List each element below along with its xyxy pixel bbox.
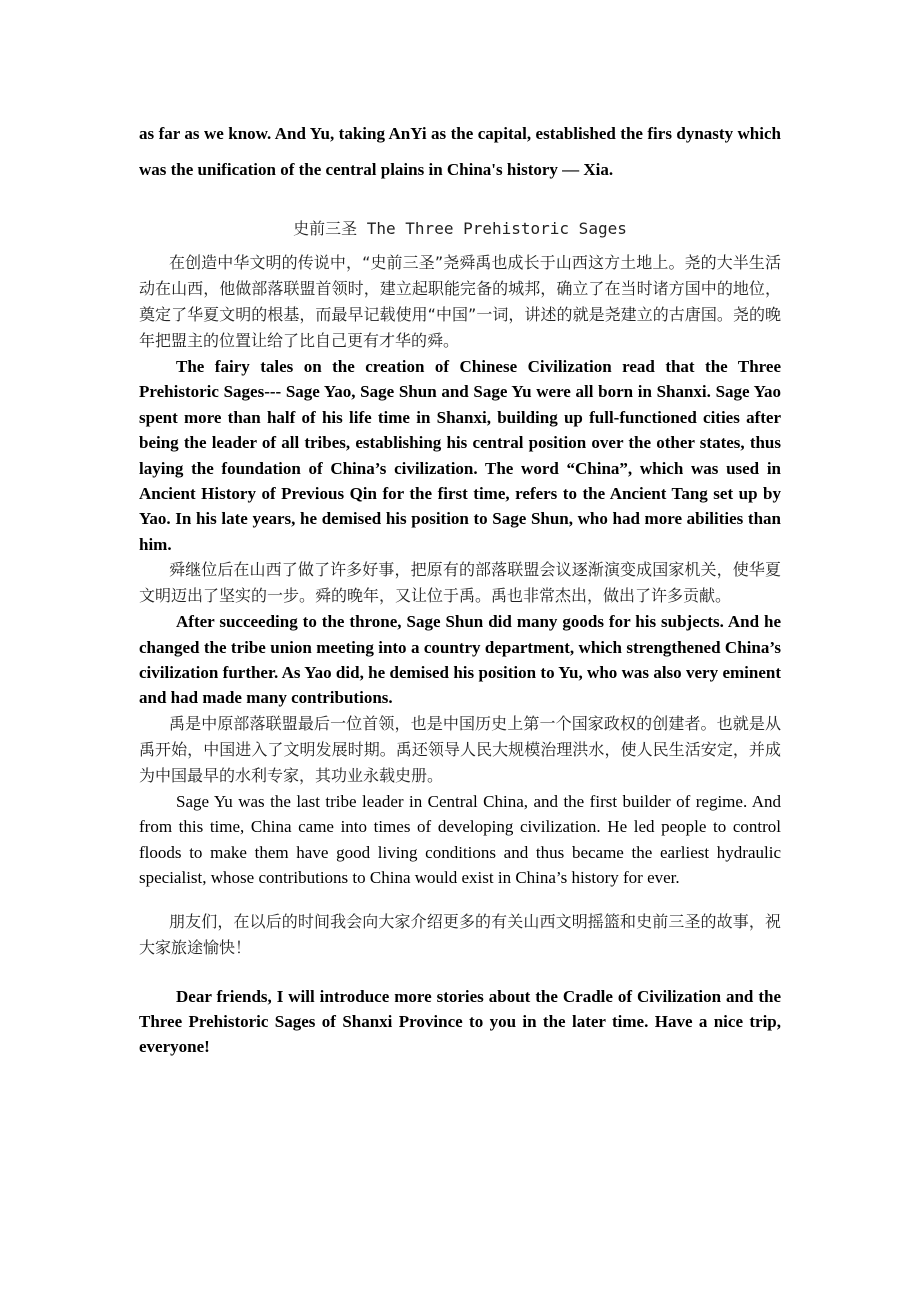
yao-paragraph-en: The fairy tales on the creation of Chinese Civilization read that the Three Prehistoric Sages--- Sage Yao, Sage Shun and Sage Yu were all born in Shanxi. Sage Yao spent more than half of his life time in Shanxi, building up full-functioned cities after being the leader of all tribes, establishing his central position over the other states, thus laying the foundation of China’s civilization. The word “China”, which was used in Ancient History of Previous Qin for the first time, refers to the Ancient Tang set up by Yao. In his late years, he demised his position to Sage Shun, who had more abilities than him. xyxy=(139,357,781,554)
spacer xyxy=(139,961,781,984)
section-title: 史前三圣 The Three Prehistoric Sages xyxy=(293,219,627,238)
spacer xyxy=(139,891,781,909)
shun-paragraph-en: After succeeding to the throne, Sage Shun did many goods for his subjects. And he changed the tribe union meeting into a country department, which strengthened China’s civilization further. As Yao did, he demised his position to Yu, who was also very eminent and had made many contributions. xyxy=(139,612,781,708)
closing-paragraph-zh: 朋友们，在以后的时间我会向大家介绍更多的有关山西文明摇篮和史前三圣的故事，祝大家旅途愉快！ xyxy=(139,911,781,957)
shun-paragraph-zh: 舜继位后在山西了做了许多好事，把原有的部落联盟会议逐渐演变成国家机关，使华夏文明迈出了坚实的一步。舜的晚年，又让位于禹。禹也非常杰出，做出了许多贡献。 xyxy=(139,560,781,606)
yu-paragraph-zh: 禹是中原部落联盟最后一位首领，也是中国历史上第一个国家政权的创建者。也就是从禹开始，中国进入了文明发展时期。禹还领导人民大规模治理洪水，使人民生活安定，并成为中国最早的水利专家，其功业永载史册。 xyxy=(139,713,781,785)
document-page xyxy=(139,116,781,1060)
intro-paragraph-en: as far as we know. And Yu, taking AnYi as the capital, established the firs dynasty which was the unification of the central plains in China's history — Xia. xyxy=(139,124,781,179)
closing-paragraph-en: Dear friends, I will introduce more stories about the Cradle of Civilization and the Three Prehistoric Sages of Shanxi Province to you in the later time. Have a nice trip, everyone! xyxy=(139,986,781,1057)
yao-paragraph-zh: 在创造中华文明的传说中，“史前三圣”尧舜禹也成长于山西这方土地上。尧的大半生活动在山西，他做部落联盟首领时，建立起职能完备的城邦，确立了在当时诸方国中的地位，奠定了华夏文明的根基，而最早记载使用“中国”一词，讲述的就是尧建立的古唐国。尧的晚年把盟主的位置让给了比自己更有才华的舜。 xyxy=(139,253,781,350)
yu-paragraph-en: Sage Yu was the last tribe leader in Central China, and the first builder of regime. And from this time, China came into times of developing civilization. He led people to control floods to make them have good living conditions and thus became the earliest hydraulic specialist, whose contributions to China would exist in China’s history for ever. xyxy=(139,791,781,888)
